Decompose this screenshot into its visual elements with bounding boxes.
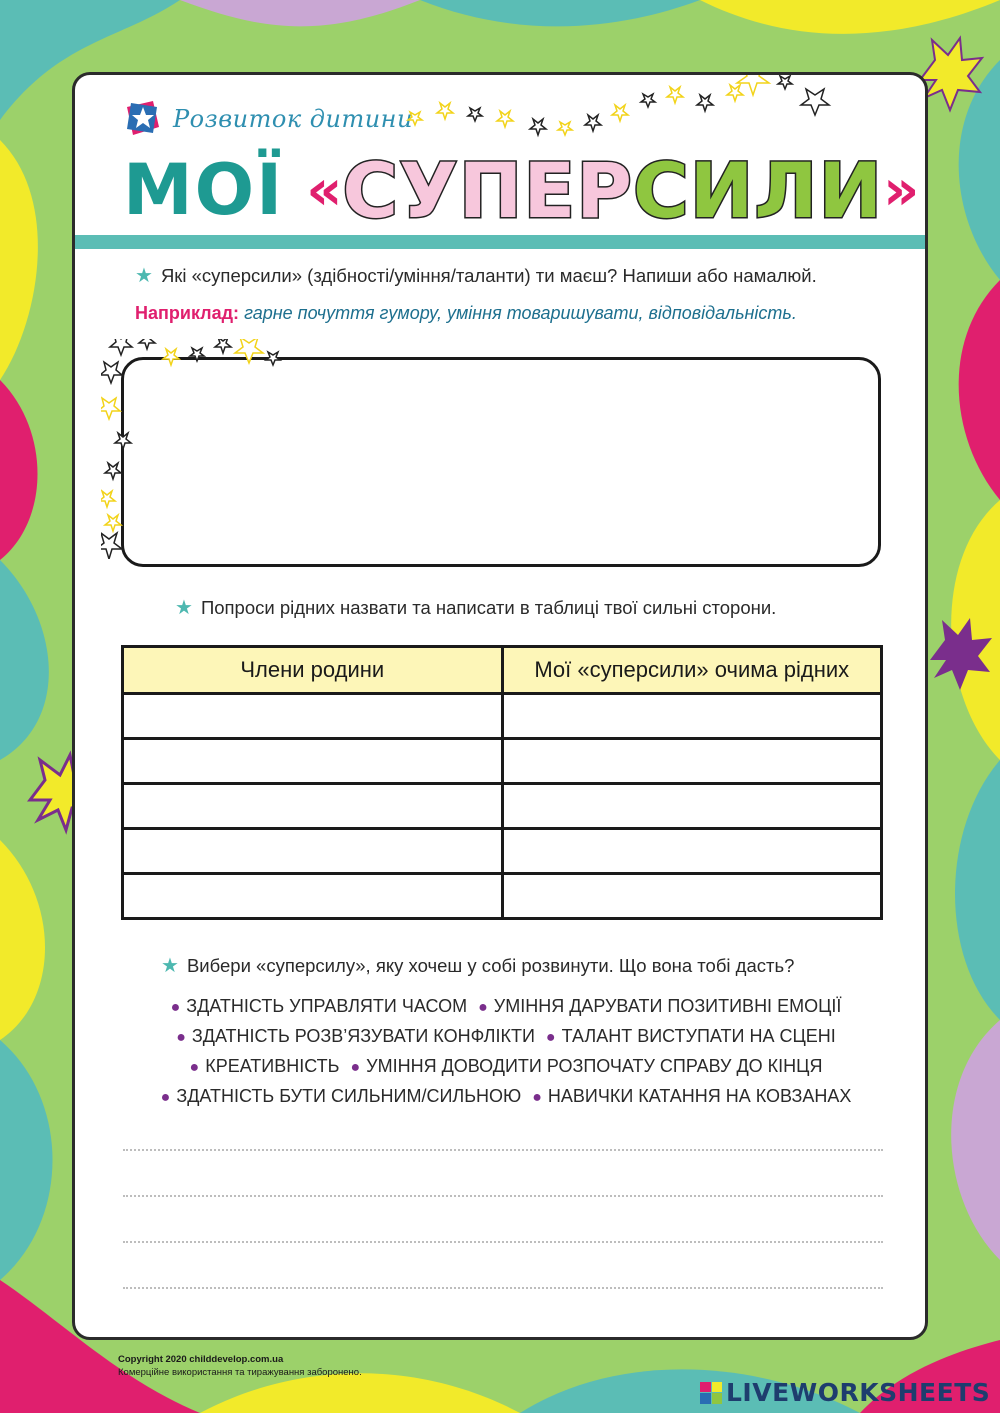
options-line: [75, 1081, 928, 1111]
answer-line[interactable]: [123, 1287, 883, 1289]
table-header-row: [123, 647, 882, 694]
options-line: [75, 991, 928, 1021]
table-cell-input[interactable]: [123, 694, 503, 739]
option-item: НАВИЧКИ КАТАННЯ НА КОВЗАНАХ: [547, 1086, 852, 1106]
option-item: ТАЛАНТ ВИСТУПАТИ НА СЦЕНІ: [561, 1026, 836, 1046]
brand-logo: [123, 99, 413, 139]
option-item: КРЕАТИВНІСТЬ: [205, 1056, 340, 1076]
bullet-dot-icon: ●: [189, 1059, 200, 1076]
table-row: [123, 829, 882, 874]
decorative-stars-icon: [405, 75, 855, 150]
table-cell-input[interactable]: [502, 694, 882, 739]
question-3: [161, 953, 794, 978]
option-item: ЗДАТНІСТЬ УПРАВЛЯТИ ЧАСОМ: [186, 996, 468, 1016]
bullet-dot-icon: ●: [532, 1089, 542, 1106]
brand-name: Розвиток дитини: [173, 105, 413, 133]
title-part-moi: МОЇ: [123, 149, 285, 231]
bullet-dot-icon: ●: [176, 1029, 186, 1046]
footer: [118, 1353, 362, 1379]
title-part-syly: СИЛИ: [633, 145, 884, 235]
answer-line[interactable]: [123, 1149, 883, 1151]
title-open-quote: «: [306, 157, 343, 223]
bullet-dot-icon: ●: [545, 1029, 556, 1046]
table-row: [123, 874, 882, 919]
title-close-quote: »: [883, 157, 920, 223]
table-header-family: Члени родини: [123, 647, 503, 694]
option-item: УМІННЯ ДАРУВАТИ ПОЗИТИВНІ ЕМОЦІЇ: [493, 996, 842, 1016]
star-bullet-icon: ★: [175, 597, 193, 619]
bullet-dot-icon: ●: [350, 1059, 361, 1076]
table-header-superpowers: Мої «суперсили» очима рідних: [502, 647, 882, 694]
bullet-dot-icon: ●: [160, 1089, 171, 1106]
options-line: [75, 1021, 928, 1051]
watermark-text: LIVEWORKSHEETS: [726, 1378, 991, 1407]
option-item: УМІННЯ ДОВОДИТИ РОЗПОЧАТУ СПРАВУ ДО КІНЦЯ: [366, 1056, 823, 1076]
options-line: [75, 1051, 928, 1081]
usage-notice: Комерційне використання та тиражування заборонено.: [118, 1367, 362, 1378]
family-table: [121, 645, 883, 920]
star-bullet-icon: ★: [161, 955, 179, 977]
box-stars-icon: [101, 339, 291, 559]
liveworksheets-logo-icon: [700, 1382, 722, 1404]
table-cell-input[interactable]: [502, 829, 882, 874]
star-bullet-icon: ★: [135, 265, 153, 287]
table-cell-input[interactable]: [502, 739, 882, 784]
copyright-text: Copyright 2020 childdevelop.com.ua: [118, 1354, 284, 1365]
table-row: [123, 739, 882, 784]
example-line: [135, 303, 797, 324]
answer-line[interactable]: [123, 1241, 883, 1243]
question-1-text: Які «суперсили» (здібності/уміння/таланти) ти маєш? Напиши або намалюй.: [160, 265, 817, 286]
table-cell-input[interactable]: [123, 874, 503, 919]
table-cell-input[interactable]: [502, 784, 882, 829]
header-divider: [75, 235, 928, 249]
table-row: [123, 784, 882, 829]
question-3-text: Вибери «суперсилу», яку хочеш у собі розвинути. Що вона тобі дасть?: [186, 955, 795, 976]
table-cell-input[interactable]: [123, 784, 503, 829]
table-cell-input[interactable]: [123, 739, 503, 784]
bullet-dot-icon: ●: [478, 999, 488, 1016]
question-2-text: Попроси рідних назвати та написати в таблиці твої сильні сторони.: [200, 597, 777, 618]
option-item: ЗДАТНІСТЬ РОЗВ’ЯЗУВАТИ КОНФЛІКТИ: [191, 1026, 535, 1046]
table-row: [123, 694, 882, 739]
table-cell-input[interactable]: [123, 829, 503, 874]
bullet-dot-icon: ●: [170, 999, 181, 1016]
table-cell-input[interactable]: [502, 874, 882, 919]
star-cube-logo-icon: [123, 99, 163, 139]
example-text: гарне почуття гумору, уміння товаришувати, відповідальність.: [244, 303, 797, 323]
example-label: Наприклад:: [135, 303, 240, 323]
answer-line[interactable]: [123, 1195, 883, 1197]
question-2: [175, 595, 776, 620]
option-item: ЗДАТНІСТЬ БУТИ СИЛЬНИМ/СИЛЬНОЮ: [176, 1086, 522, 1106]
question-1: [135, 263, 817, 288]
liveworksheets-watermark: [700, 1378, 990, 1407]
superpower-options: [75, 991, 928, 1111]
worksheet: [72, 72, 928, 1340]
title-part-super: СУПЕР: [342, 145, 633, 235]
page-title: [123, 145, 920, 235]
